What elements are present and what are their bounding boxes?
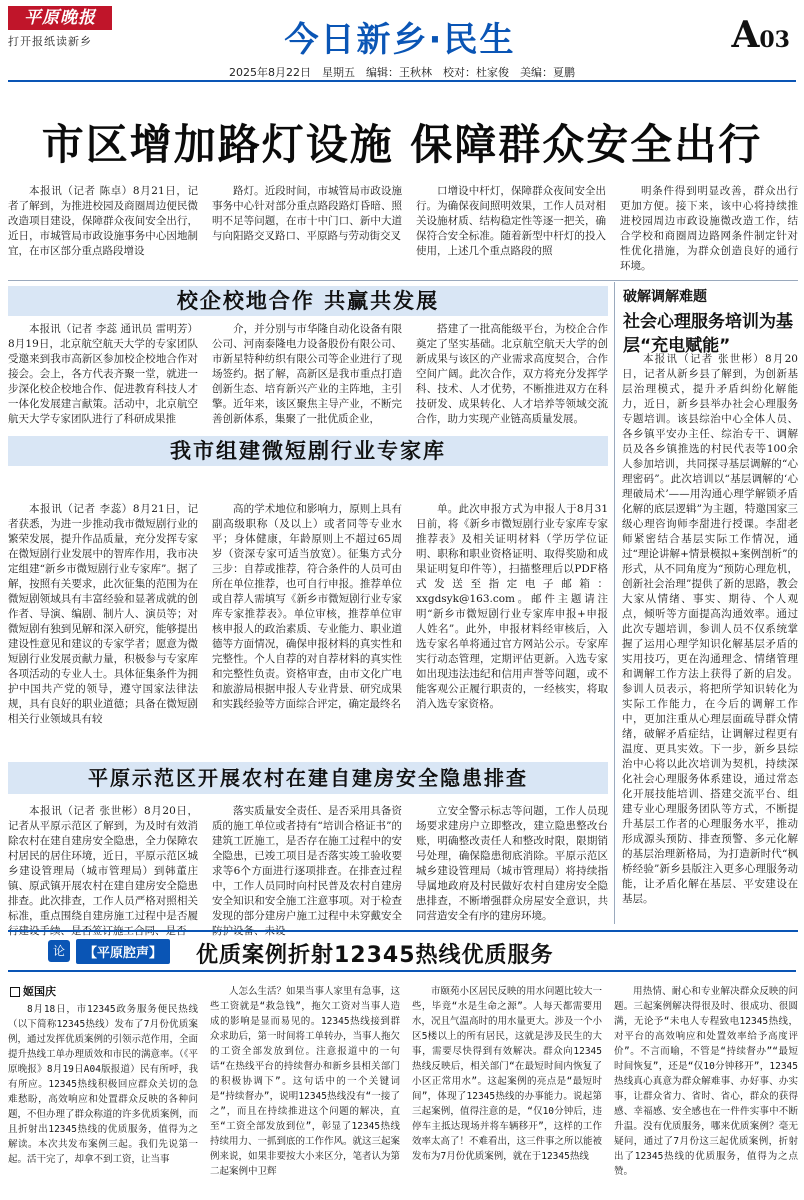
story2-text: 介，并分别与市华隆自动化设备有限公司、河南泰隆电力设备股份有限公司、市新星特种纺织有限公司等企业进行了现场签约。据了解，高新区是我市重点打造创新生态、培育新兴产业的主阵地，主引擎。近年来，该区聚焦主导产业，不断完善创新体系，集聚了一批优质企业， — [212, 323, 402, 425]
story3-text: 高的学术地位和影响力，原则上具有副高级职称（及以上）或者同等专业水平；身体健康，年龄原则上不超过65周岁（资深专家可适当放宽）。征集方式分三步：自荐或推荐，符合条件的人员可由所在单位推荐，也可自行申报。推荐单位或自荐人需填写《新乡市微短剧行业专家库专家推荐表》。单位审核，推荐单位审核申报人的政治素质、专业能力、职业道德等方面情况，确保申报材料的真实性和完整性。个人自荐的对自荐材料的真实性和完整性负责。资格审查，由市文化广电和旅游局根据申报人专业背景、研究成果和实践经验等方面综合评定，确定最终名 — [212, 503, 402, 710]
masthead-rule — [8, 80, 796, 82]
story1-col2 — [212, 184, 402, 276]
story1-col4 — [620, 184, 798, 276]
story1-text: 路灯。近段时间，市城管局市政设施事务中心针对部分重点路段路灯昏暗、照明不足等问题，在市十中门口、新中大道与向阳路交叉路口、平原路与劳动街交叉 — [212, 185, 402, 242]
author-name: 姬国庆 — [23, 985, 56, 998]
page-digits: 03 — [759, 27, 790, 53]
opinion-text: 人怎么生活？如果当事人家里有急事，这些工资就是“救急钱”，拖欠工资对当事人造成的影响是显而易见的。12345热线接到群众求助后，第一时间将工单转办，当事人拖欠的工资全部发放到位。注意报道中的一句话“在热线平台的持续督办和新乡县相关部门的积极协调下”。这句话中的一个关键词是“持续督办”，说明12345热线没有“一接了之”，而且在持续推进这个问题的解决，直至“工资全部发放到位”，彰显了12345热线持续用力、一抓到底的工作作风。就这三起案例来说，如果非要按大小来区分，笔者认为第二起案例中卫辉 — [210, 986, 401, 1177]
story3-col1 — [8, 502, 198, 754]
newspaper-logo — [8, 6, 112, 46]
opinion-rule — [8, 970, 796, 972]
opinion-col2 — [210, 984, 400, 1196]
story4-text: 落实质量安全责任、是否采用具备资质的施工单位或者持有“培训合格证书”的建筑工匠施工，是否存在施工过程中的安全隐患，已竣工项目是否落实竣工验收要求等6个方面进行逐项排查。在排查过程中，工作人员同时向村民普及农村自建房安全知识和安全施工注意事项。对于检查发现的部分建房户施工过程中未穿戴安全 — [212, 805, 402, 922]
story4-col2 — [212, 804, 402, 926]
story4-text: 本报讯（记者 张世彬）8月20日，记者从平原示范区了解到，为及时有效消除农村在建自建房安全隐患，全力保障农村居民的居住环境，近日，平原示范区城乡建设管理局（城市管理局）到韩董庄镇、原武镇开展农村在建自建房安全隐患排查。此次排查，工作人员严格对照相关标准，重点围绕自建房施工过程中是否履 — [8, 805, 198, 922]
opinion-col4 — [614, 984, 798, 1196]
page-letter: A — [731, 14, 760, 56]
section-rule — [8, 930, 798, 932]
story2-title: 校企校地合作 共赢共发展 — [8, 286, 608, 316]
story4-text: 立安全警示标志等问题，工作人员现场要求建房户立即整改，建立隐患整改台账，明确整改责任人和整改时限，限期销号处理，确保隐患彻底消除。平原示范区城乡建设管理局（城市管理局）将持续指导属地政府及村民做好农村自建房安全隐患排查，不断增强群众房屋安全意识，共同营造安全有序的建房环境。 — [416, 805, 608, 922]
story4-col1 — [8, 804, 198, 926]
dateline: 2025年8月22日 星期五 编辑：王秋林 校对：杜家俊 美编：夏鹏 — [229, 66, 575, 79]
byline-box-icon — [10, 987, 20, 997]
opinion-col3 — [412, 984, 602, 1196]
story1-col3 — [416, 184, 606, 276]
story4-title: 平原示范区开展农村在建自建房安全隐患排查 — [8, 762, 608, 794]
story1-col1 — [8, 184, 198, 276]
opinion-text: 8月18日，市12345政务服务便民热线（以下简称12345热线）发布了7月份优质案例，通过发挥优质案例的引领示范作用，全面提升热线工单办理质效和市民的满意率。（《平原晚报》8月19日A04版报道）民有所呼，我有所应。12345热线积极回应群众关切的急难愁盼，高效响应和处置群众反映的各种问题，不但办理了群众称道的许多优质案例，而且折射出12345热线的优质服务，值得为之解读。本次共发布案例三起。我们先说第一起。活干完了，却拿不到工资，让当事 — [8, 1004, 199, 1165]
masthead — [0, 0, 804, 84]
opinion-text: 市颐苑小区居民反映的用水问题比较大一些，毕竟“水是生命之源”。人每天都需要用水，况且气温高时的用水量更大。涉及一个小区5楼以上的所有居民，这就是涉及民生的大事，需要尽快得到有效解决。群众向12345热线反映后，相关部门“在最短时间内恢复了小区正常用水”。这起案例的亮点是“最短时间”，体现了12345热线的办事能力。说起第三起案例，值得注意的是，“仅10分钟后，违停车主抵达现场并将车辆移开”，这样的工作效率太高了！不难看出，这三件事之所以能被发布为7月份优质案例，就在于12345热线 — [412, 986, 603, 1162]
story3-text: 本报讯（记者 李蕊）8月21日，记者获悉，为进一步推动我市微短剧行业的繁荣发展，提升作品质量，充分发挥专家在微短剧行业发展中的智库作用，我市决定组建“新乡市微短剧行业专家库”。据了解，按照有关要求，此次征集的范围为在微短剧领域具有丰富经验和显著成就的创作者、导演、编剧、制片人、演员等；对微短剧有独到见解和深入研究，能够提出建设性意见和建议的专家学者；愿意为微短剧行业发展贡献力量，积极参与专家库各项活动的专业人士。具体征集条件为拥护中国共产党的领导，遵守国家法律法规，具有良好的职业道德；具备在微短剧相关行业领域具有较 — [8, 503, 198, 725]
side-story-kicker: 破解调解难题 — [623, 289, 707, 305]
column-tag — [48, 938, 170, 964]
side-story-body — [622, 352, 798, 926]
story2-col2 — [212, 322, 402, 430]
story2-text: 搭建了一批高能级平台，为校企合作奠定了坚实基础。北京航空航天大学的创新成果与该区的产业需求高度契合，合作空间广阔。此次合作，双方将充分发挥学科、技术、人才优势，不断推进双方在科技研发、成果转化、人才培养等领域交流合作，助力实现产业链高质量发展。 — [416, 323, 608, 425]
column-label: 【平原腔声】 — [76, 939, 170, 964]
opinion-col1 — [8, 1002, 198, 1196]
story4-col3 — [416, 804, 608, 926]
byline — [10, 983, 56, 999]
story3-col3 — [416, 502, 608, 754]
logo-text: 平原晚报 — [8, 6, 112, 30]
page-number — [731, 14, 790, 56]
commentary-icon: 论 — [48, 940, 70, 962]
story3-title: 我市组建微短剧行业专家库 — [8, 436, 608, 466]
story2-text: 本报讯（记者 李蕊 通讯员 雷明芳）8月19日，北京航空航天大学的专家团队受邀来到我市高新区参加校企校地合作对接会。会上，各方代表齐聚一堂，就进一步深化校企校地合作、促进教育科技人才一体化发展建言献策。活动中，北京航空航天大学专家团队进行了科研成果推 — [8, 323, 198, 425]
column-divider — [614, 282, 615, 924]
story3-col2 — [212, 502, 402, 754]
side-story-title: 社会心理服务培训为基层“充电赋能” — [623, 312, 793, 356]
main-headline: 市区增加路灯设施 保障群众安全出行 — [41, 120, 763, 169]
story1-text: 本报讯（记者 陈卓）8月21日，记者了解到，为推进校园及商圈周边便民微改造项目建设，保障群众夜间安全出行，近日，市城管局市政设施事务中心因地制宜，在市区部分重点路段增设 — [8, 185, 198, 257]
slogan: 打开报纸读新乡 — [8, 35, 92, 48]
story3-text: 单。此次申报方式为申报人于8月31日前，将《新乡市微短剧行业专家库专家推荐表》及相关证明材料（学历学位证明、职称和职业资格证明、取得奖励和成果证明复印件等），扫描整理后以PDF格式发送至指定电子邮箱：xxgdsyk@163.com。邮件主题请注明“新乡市微短剧行业专家库申报+申报人姓名”。此外，申报材料经审核后，入选专家名单将通过官方网站公示。专家库实行动态管理，定期评估更新。入选专家如出现违法违纪和信用声誉等问题，或不能客观公正履行职责的，一经核实，将取消入选专家资格。 — [416, 503, 608, 710]
side-story-text: 本报讯（记者 张世彬）8月20日，记者从新乡县了解到，为创新基层治理模式，提升矛盾纠纷化解能力，近日，新乡县举办社会心理服务专题培训。该县综治中心全体人员、各乡镇平安办主任、综治专干、调解员及各乡镇推选的村民代表等100余人参加培训，共同探寻基层调解的“心理密码”。此次培训以“基层调解的‘心理破局术’——用沟通心理学解锁矛盾化解的底层逻辑”为主题，特邀国家三级心理咨询师李甜进行授课。李甜老师紧密结合基层实际工作情况，通过“理论讲解+情景模拟+案例剖析”的形式，从不同角度为“预防心理危机，创新社会治理”提供了新的思路，教会大家从情绪、事实、期待、个人观点，倾听等方面提高沟通效率。通过此次专题培训，参训人员不仅系统掌握了运用心理学知识化解基层矛盾的实用技巧，更在沟通理念、情绪管理和调解工作方法上获得了新的启发。参训人员表示，将把所学知识转化为实际工作能力，在今后的调解工作中，更加注重从心理层面疏导群众情绪，破解矛盾症结，让调解过程更有温度、更具实效。下一步，新乡县综治中心将以此次培训为契机，持续深化社会心理服务体系建设，通过常态化开展技能培训、搭建交流平台、组建专业心理服务团队等方式，不断提升基层工作者的心理服务水平，推动形成源头预防、排查预警、多元化解的基层治理新格局，为打造新时代“枫桥经验”新乡县版注入更多心理服务动能，让矛盾化解在基层、平安建设在基层。 — [622, 353, 798, 905]
divider — [8, 280, 798, 281]
story1-text: 明条件得到明显改善，群众出行更加方便。接下来，该中心将持续推进校园周边市政设施微改造工作，结合学校和商圈周边路网条件制定针对性优化措施，为群众创造良好的通行环境。 — [620, 185, 798, 272]
opinion-text: 用热情、耐心和专业解决群众反映的问题。三起案例解决得很及时、很成功、很圆满，无论予“未电人专程致电12345热线，对平台的高效响应和处置效率给予高度评价”。不言而喻，不管是“持续督办”“最短时间恢复”，还是“仅10分钟移开”，12345热线真心真意为群众解难事、办好事、办实事，让群众省力、省时、省心，群众的获得感、幸福感、安全感也在一件件实事中不断升温。没有优质服务，哪来优质案例？毫无疑问，通过了7月份这三起优质案例，折射出了12345热线的优质服务，值得为之点赞。 — [614, 986, 798, 1177]
side-story-header — [623, 286, 799, 358]
section-title: 今日新乡·民生 — [284, 20, 516, 60]
story2-col3 — [416, 322, 608, 430]
opinion-title: 优质案例折射12345热线优质服务 — [196, 943, 554, 968]
story2-col1 — [8, 322, 198, 430]
story1-text: 口增设中杆灯，保障群众夜间安全出行。为确保夜间照明效果，工作人员对相关设施材质、结构稳定性等逐一把关，确保符合安全标准。随着新型中杆灯的投入使用，上述几个重点路段的照 — [416, 185, 606, 257]
